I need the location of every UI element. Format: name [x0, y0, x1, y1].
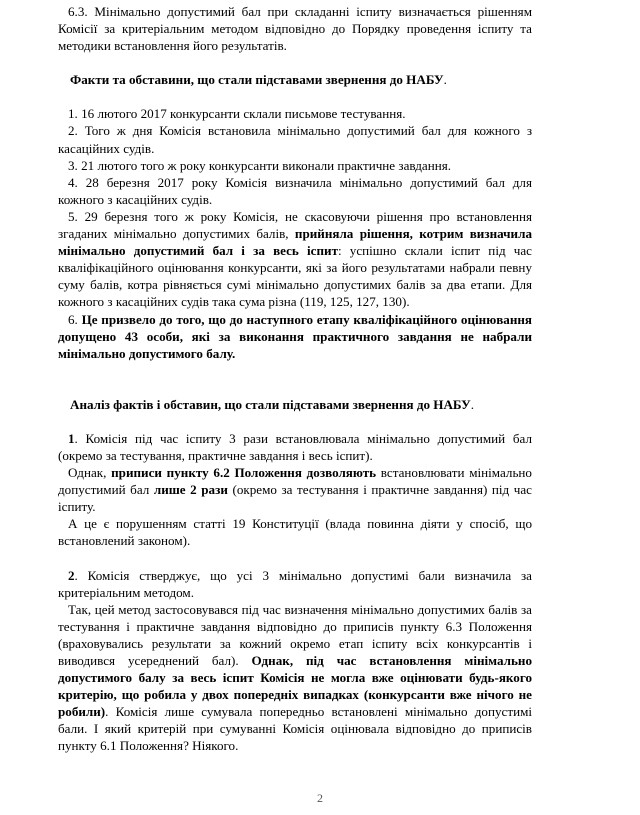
paragraph-6-3: 6.3. Мінімально допустимий бал при складанні іспиту визначається рішенням Комісії за критеріальним методом відповідно до Порядку проведення іспиту та методики встановлення його результатів.	[58, 4, 532, 54]
fact-3: 3. 21 лютого того ж року конкурсанти виконали практичне завдання.	[68, 157, 452, 173]
section-heading-analysis-text: Аналіз фактів і обставин, що стали підставами звернення до НАБУ	[70, 396, 471, 412]
section-heading-analysis: Аналіз фактів і обставин, що стали підставами звернення до НАБУ.	[70, 396, 475, 412]
analysis-2-paragraph-1: 2. Комісія стверджує, що усі 3 мінімально допустимі бали визначила за критеріальним методом.	[58, 567, 532, 600]
analysis-2-paragraph-2: Так, цей метод застосовувався під час визначення мінімально допустимих балів за тестування і практичне завдання відповідно до приписів пункту 6.3 Положення (враховувались результати за кожний окремо етап іспиту всіх конкурсантів і виводився усереднений бал). Однак, під час встановлення мінімально допустимого балу за весь іспит Комісія не могла вже оцінювати будь-якого критерію, що робила у двох попередніх випадках (конкурсанти вже нічого не робили). Комісія лише сумувала попередньо встановлені мінімально допустимі бали. І який критерій при сумуванні Комісія оцінювала відповідно до приписів пункту 6.1 Положення? Ніякого.	[58, 601, 532, 754]
analysis-1-paragraph-2: Однак, приписи пункту 6.2 Положення дозволяють встановлювати мінімально допустимий бал лише 2 рази (окремо за тестування і практичне завдання) під час іспиту.	[58, 465, 532, 515]
fact-4: 4. 28 березня 2017 року Комісія визначила мінімально допустимий бал для кожного з касаційних судів.	[58, 174, 532, 207]
fact-5: 5. 29 березня того ж року Комісія, не скасовуючи рішення про встановлення згаданих мінімально допустимих балів, прийняла рішення, котрим визначила мінімально допустимий бал і за весь іспит: успішно склали іспит під час кваліфікаційного оцінювання конкурсанти, які за його результатами набрали певну суму балів, котра рівняється сумі мінімально допустимих балів за два етапи. Для кожного з касаційних судів така сума різна (119, 125, 127, 130).	[58, 208, 532, 310]
fact-2: 2. Того ж дня Комісія встановила мінімально допустимий бал для кожного з касаційних судів.	[58, 123, 532, 156]
page-number: 2	[317, 791, 323, 805]
section-heading-facts: Факти та обставини, що стали підставами звернення до НАБУ.	[70, 72, 447, 88]
analysis-1-paragraph-3: А це є порушенням статті 19 Конституції (влада повинна діяти у спосіб, що встановлений законом).	[58, 516, 532, 549]
fact-6-bold: Це призвело до того, що до наступного етапу кваліфікаційного оцінювання допущено 43 особи, які за виконання практичного завдання не набрали мінімально допустимого балу.	[58, 311, 533, 361]
section-heading-facts-text: Факти та обставини, що стали підставами звернення до НАБУ	[70, 72, 444, 88]
analysis-1-paragraph-1: 1. Комісія під час іспиту 3 рази встановлювала мінімально допустимий бал (окремо за тестування, практичне завдання і весь іспит).	[58, 430, 532, 463]
fact-1: 1. 16 лютого 2017 конкурсанти склали письмове тестування.	[68, 106, 406, 122]
page-body	[58, 3, 532, 755]
fact-6: 6. Це призвело до того, що до наступного етапу кваліфікаційного оцінювання допущено 43 особи, які за виконання практичного завдання не набрали мінімально допустимого балу.	[58, 311, 533, 361]
fact-5-bold: прийняла рішення, котрим визначила мінімально допустимий бал і за весь іспит	[58, 226, 532, 259]
